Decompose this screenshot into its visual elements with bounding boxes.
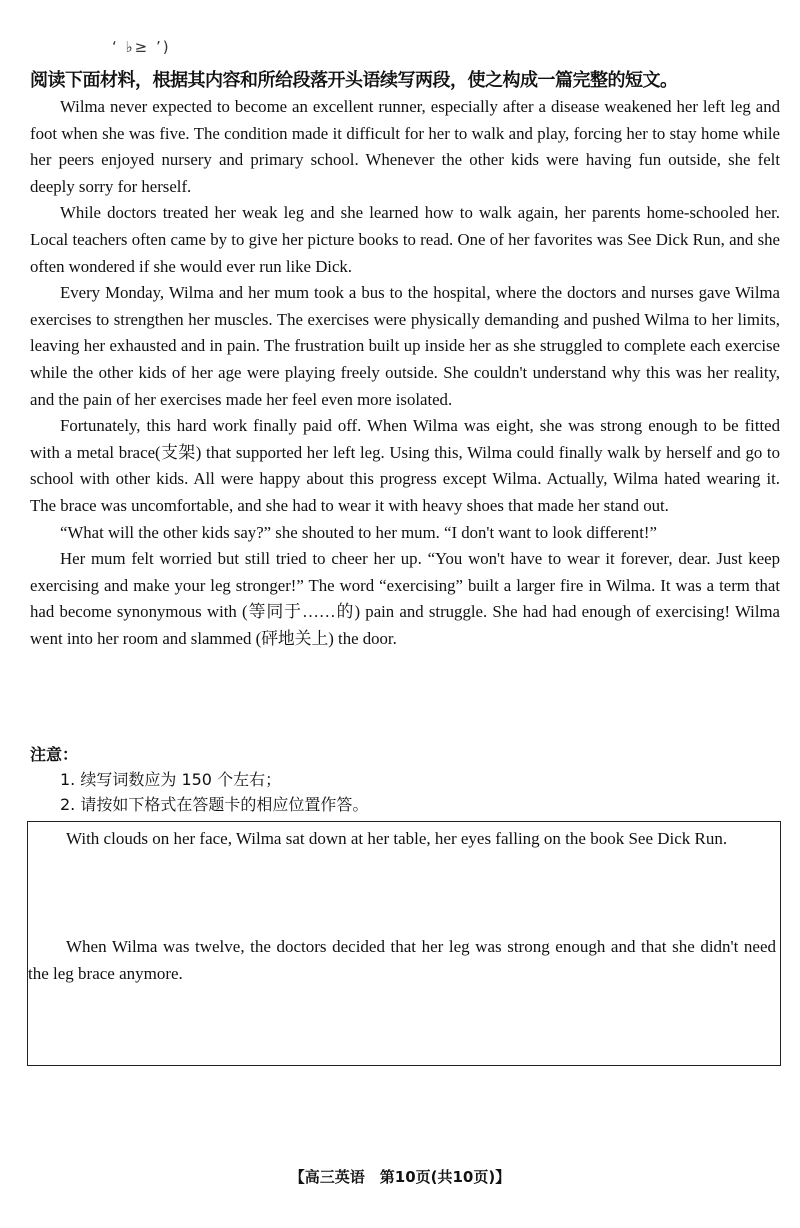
continuation-prompt-1 bbox=[28, 825, 778, 852]
task-instruction: 阅读下面材料，根据其内容和所给段落开头语续写两段，使之构成一篇完整的短文。 bbox=[30, 70, 678, 91]
reading-passage bbox=[30, 94, 780, 652]
answer-box bbox=[27, 821, 781, 1066]
passage-paragraph: While doctors treated her weak leg and she learned how to walk again, her parents home-schooled her. Local teachers often came by to give her picture books to read. One of her favorites was See Dick Run, and she often wondered if she would ever run like Dick. bbox=[30, 203, 780, 276]
answer-box-top-border bbox=[28, 821, 780, 822]
note-item: 2. 请按如下格式在答题卡的相应位置作答。 bbox=[60, 795, 369, 814]
continuation-opening-1: With clouds on her face, Wilma sat down at her table, her eyes falling on the book See Dick Run. bbox=[66, 829, 728, 848]
page-footer: 【高三英语 第10页(共10页)】 bbox=[289, 1168, 511, 1186]
notes-section bbox=[30, 742, 368, 817]
passage-paragraph: Her mum felt worried but still tried to cheer her up. “You won't have to wear it forever, dear. Just keep exercising and make your leg stronger!” The word “exercising” built a larger fire in Wilma. It was a term that had become synonymous with (等同于……的) pain and struggle. She had had enough of exercising! Wilma went into her room and slammed (砰地关上) the door. bbox=[30, 549, 780, 648]
notes-heading: 注意： bbox=[30, 745, 79, 764]
passage-paragraph: “What will the other kids say?” she shouted to her mum. “I don't want to look different!” bbox=[60, 522, 657, 542]
note-item: 1. 续写词数应为 150 个左右； bbox=[60, 770, 282, 789]
continuation-opening-2: When Wilma was twelve, the doctors decided that her leg was strong enough and that she didn't need the leg brace anymore. bbox=[28, 937, 776, 983]
passage-paragraph: Wilma never expected to become an excellent runner, especially after a disease weakened her left leg and foot when she was five. The condition made it difficult for her to walk and play, forcing her to stay home while her peers enjoyed nursery and primary school. Whenever the other kids were having fun outside, she felt deeply sorry for herself. bbox=[30, 97, 780, 196]
header-scribble: ‘ ♭≥ ’) bbox=[112, 38, 171, 56]
passage-paragraph: Every Monday, Wilma and her mum took a bus to the hospital, where the doctors and nurses gave Wilma exercises to strengthen her muscles. The exercises were physically demanding and pushed Wilma to her limits, leaving her exhausted and in pain. The frustration built up inside her as she struggled to complete each exercise while the other kids of her age were playing freely outside. She couldn't understand why this was her reality, and the pain of her exercises made her feel even more isolated. bbox=[30, 283, 780, 409]
passage-paragraph: Fortunately, this hard work finally paid off. When Wilma was eight, she was strong enough to be fitted with a metal brace(支架) that supported her left leg. Using this, Wilma could finally walk by herself and go to school with other kids. All were happy about this progress except Wilma. Actually, Wilma hated wearing it. The brace was uncomfortable, and she had to wear it with heavy shoes that made her stand out. bbox=[30, 416, 780, 515]
continuation-prompt-2 bbox=[28, 933, 778, 987]
